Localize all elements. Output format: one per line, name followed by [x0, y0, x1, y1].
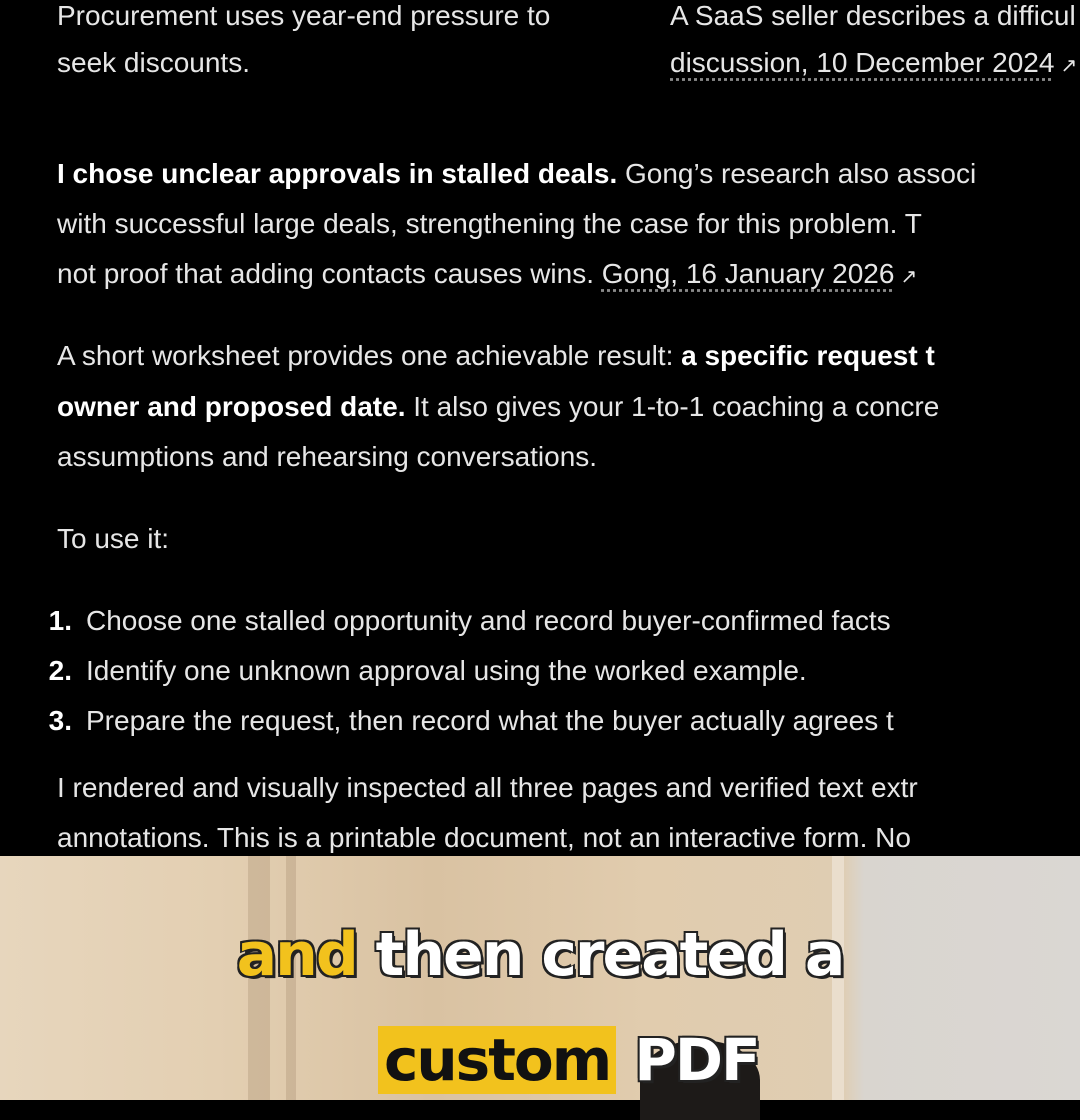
para2-line1 — [57, 338, 935, 374]
para1-line3 — [57, 256, 917, 295]
para2-bold1: a specific request t — [681, 340, 935, 371]
caption-highlight-word: and — [236, 920, 357, 990]
para2-start: A short worksheet provides one achievable result: — [57, 340, 682, 371]
external-link-icon: ↗ — [900, 266, 918, 288]
caption-boxed-word: custom — [378, 1026, 616, 1094]
list-item — [24, 603, 891, 639]
list-text: Identify one unknown approval using the worked example. — [86, 655, 807, 686]
top-left-line2: seek discounts. — [57, 47, 250, 78]
para1-line1 — [57, 156, 976, 192]
top-right-link-line — [670, 45, 1077, 84]
para2-line3: assumptions and rehearsing conversations. — [57, 441, 598, 472]
top-left-line1: Procurement uses year-end pressure to — [57, 0, 551, 31]
source-link-gong[interactable]: Gong, 16 January 2026 — [601, 258, 895, 289]
para3-line2: annotations. This is a printable document, not an interactive form. No — [57, 822, 911, 853]
list-number: 3. — [48, 705, 72, 736]
para2-rest2: It also gives your 1-to-1 coaching a concre — [405, 391, 940, 422]
list-item — [24, 653, 807, 689]
list-text: Choose one stalled opportunity and record buyer-confirmed facts — [86, 605, 891, 636]
para3-line1: I rendered and visually inspected all three pages and verified text extr — [57, 772, 918, 803]
caption-line2-rest: PDF — [616, 1026, 759, 1094]
source-link-discussion[interactable]: discussion, 10 December 2024 — [670, 47, 1055, 78]
caption-line2 — [378, 1022, 759, 1098]
para1-line3-text: not proof that adding contacts causes wins. — [57, 258, 602, 289]
list-number: 1. — [48, 605, 72, 636]
external-link-icon: ↗ — [1060, 55, 1078, 77]
caption-line1 — [0, 920, 1080, 990]
list-number: 2. — [48, 655, 72, 686]
use-heading: To use it: — [57, 523, 170, 554]
para2-bold2: owner and proposed date. — [57, 391, 406, 422]
list-item — [24, 703, 894, 739]
para1-line2: with successful large deals, strengthening the case for this problem. T — [57, 208, 922, 239]
caption-line1-rest: then created a — [356, 920, 844, 990]
para1-rest1: Gong’s research also associ — [617, 158, 977, 189]
para2-line2 — [57, 389, 939, 425]
top-right-line1: A SaaS seller describes a difficul — [670, 0, 1076, 31]
para1-bold: I chose unclear approvals in stalled deals. — [57, 158, 618, 189]
list-text: Prepare the request, then record what the buyer actually agrees t — [86, 705, 894, 736]
